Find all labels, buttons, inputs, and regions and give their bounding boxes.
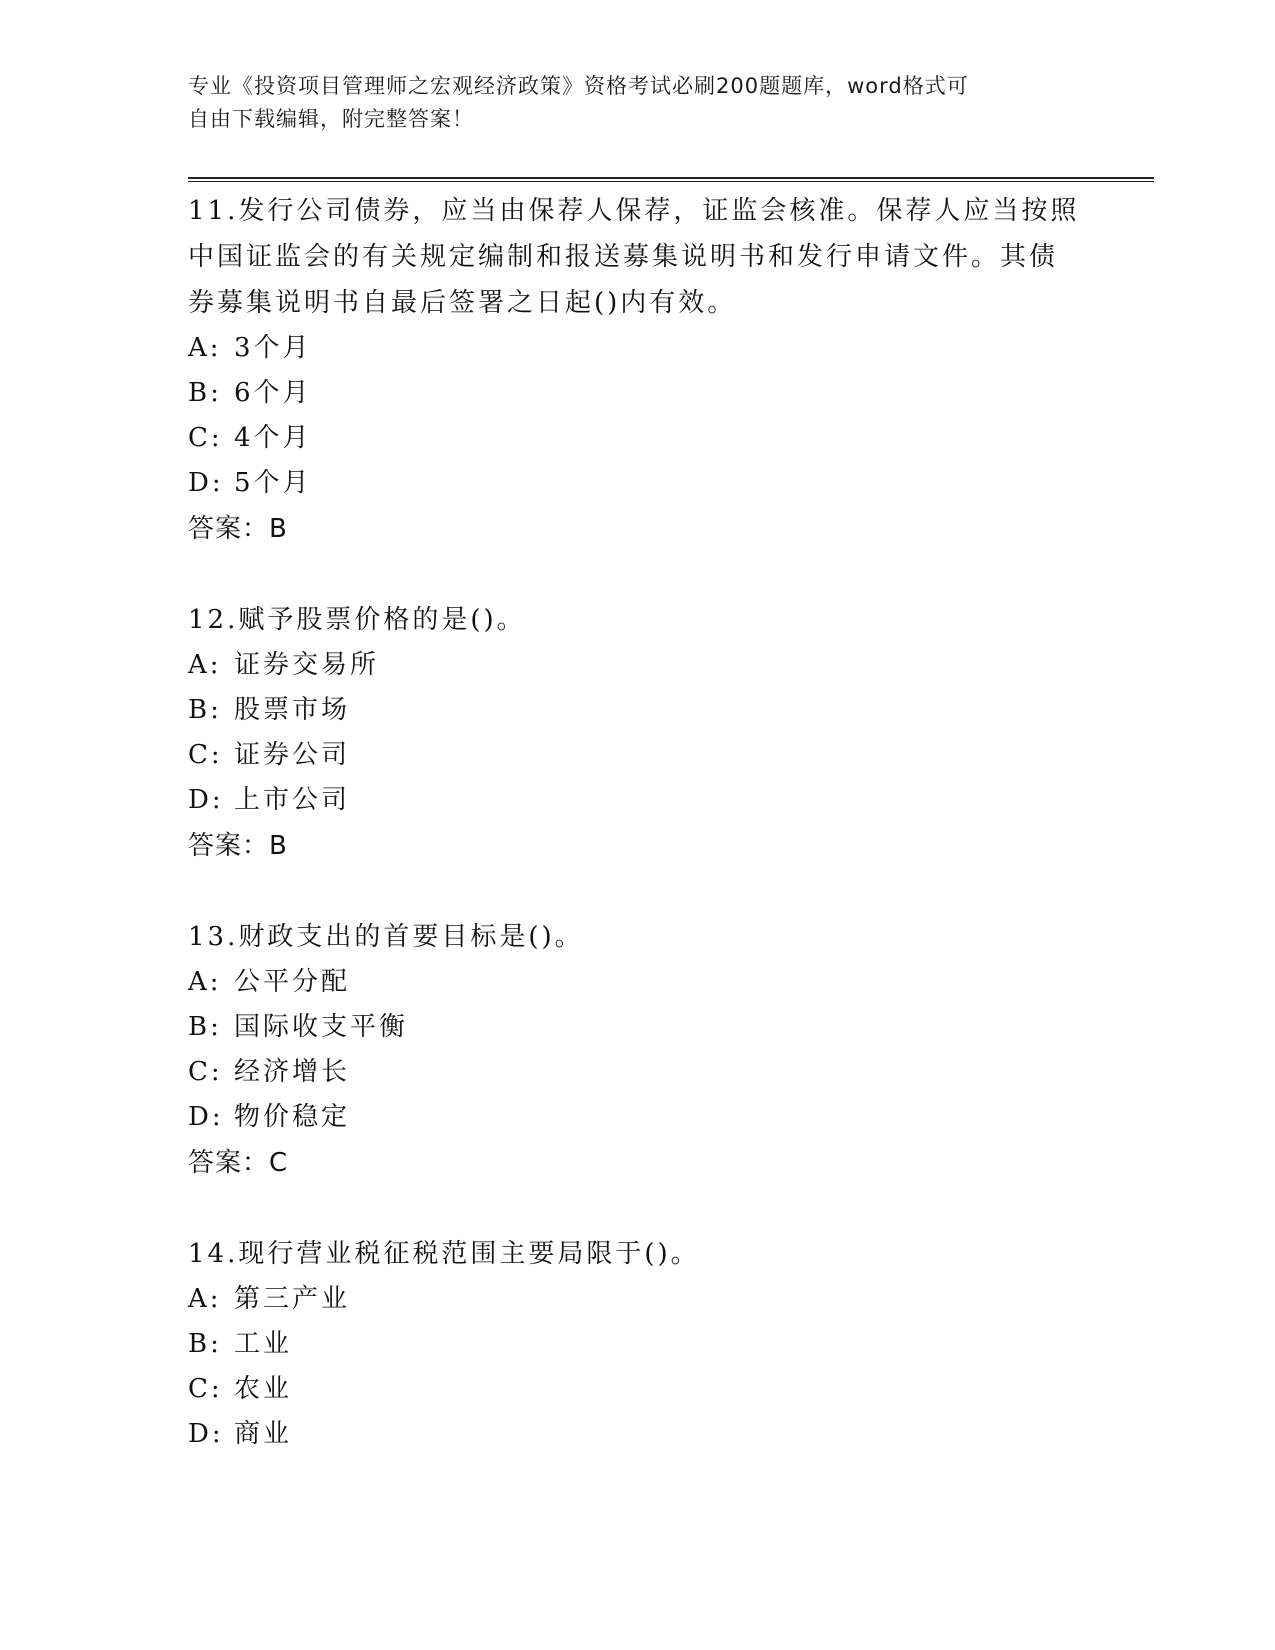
- question-13: [188, 914, 1088, 1186]
- option-letter: A:: [188, 650, 222, 680]
- option-letter: B:: [188, 695, 222, 725]
- option-c: [188, 1050, 1088, 1095]
- option-text: 4个月: [234, 423, 312, 453]
- document-header: [188, 70, 1088, 136]
- question-11: [188, 188, 1088, 552]
- option-text: 6个月: [234, 378, 312, 408]
- option-a: [188, 1277, 1088, 1322]
- option-text: 上市公司: [234, 785, 351, 815]
- option-text: 经济增长: [234, 1057, 351, 1087]
- option-text: 农业: [234, 1374, 293, 1404]
- question-text-line: 11.发行公司债券，应当由保荐人保荐，证监会核准。保荐人应当按照: [188, 196, 1080, 226]
- option-b: [188, 1322, 1088, 1367]
- option-letter: A:: [188, 1284, 222, 1314]
- option-letter: B:: [188, 1012, 222, 1042]
- option-letter: A:: [188, 333, 222, 363]
- option-a: [188, 326, 1088, 371]
- option-letter: D:: [188, 468, 224, 498]
- question-14: [188, 1231, 1088, 1457]
- option-text: 股票市场: [234, 695, 351, 725]
- option-text: 第三产业: [234, 1284, 351, 1314]
- question-list: [188, 188, 1088, 1502]
- option-b: [188, 1005, 1088, 1050]
- question-text-line: 14.现行营业税征税范围主要局限于()。: [188, 1239, 700, 1269]
- option-a: [188, 960, 1088, 1005]
- option-text: 物价稳定: [234, 1102, 351, 1132]
- option-text: 国际收支平衡: [234, 1012, 409, 1042]
- option-b: [188, 688, 1088, 733]
- option-text: 5个月: [234, 468, 312, 498]
- option-d: [188, 1412, 1088, 1457]
- option-c: [188, 733, 1088, 778]
- question-text-line: 13.财政支出的首要目标是()。: [188, 922, 584, 952]
- header-divider: [188, 177, 1154, 182]
- option-letter: D:: [188, 1419, 224, 1449]
- option-letter: A:: [188, 967, 222, 997]
- option-letter: B:: [188, 1329, 222, 1359]
- question-text-line: 中国证监会的有关规定编制和报送募集说明书和发行申请文件。其债: [188, 242, 1059, 272]
- header-title-line-1: 专业《投资项目管理师之宏观经济政策》资格考试必刷200题题库，word格式可: [188, 74, 969, 98]
- answer-text: 答案：C: [188, 1148, 289, 1178]
- option-text: 工业: [234, 1329, 293, 1359]
- option-text: 公平分配: [234, 967, 351, 997]
- option-letter: C:: [188, 1057, 223, 1087]
- question-text-line: 12.赋予股票价格的是()。: [188, 605, 526, 635]
- option-d: [188, 461, 1088, 506]
- option-letter: C:: [188, 423, 223, 453]
- question-text-line: 券募集说明书自最后签署之日起()内有效。: [188, 288, 737, 318]
- header-title-line-2: 自由下载编辑，附完整答案！: [188, 107, 474, 131]
- option-letter: D:: [188, 1102, 224, 1132]
- option-letter: D:: [188, 785, 224, 815]
- option-b: [188, 371, 1088, 416]
- option-c: [188, 1367, 1088, 1412]
- option-letter: B:: [188, 378, 222, 408]
- option-a: [188, 643, 1088, 688]
- option-letter: C:: [188, 1374, 223, 1404]
- question-12: [188, 597, 1088, 869]
- option-letter: C:: [188, 740, 223, 770]
- option-d: [188, 1095, 1088, 1140]
- answer-text: 答案：B: [188, 514, 288, 544]
- option-c: [188, 416, 1088, 461]
- option-text: 证券公司: [234, 740, 351, 770]
- option-text: 3个月: [234, 333, 312, 363]
- option-text: 商业: [234, 1419, 293, 1449]
- option-text: 证券交易所: [234, 650, 380, 680]
- option-d: [188, 778, 1088, 823]
- answer-text: 答案：B: [188, 831, 288, 861]
